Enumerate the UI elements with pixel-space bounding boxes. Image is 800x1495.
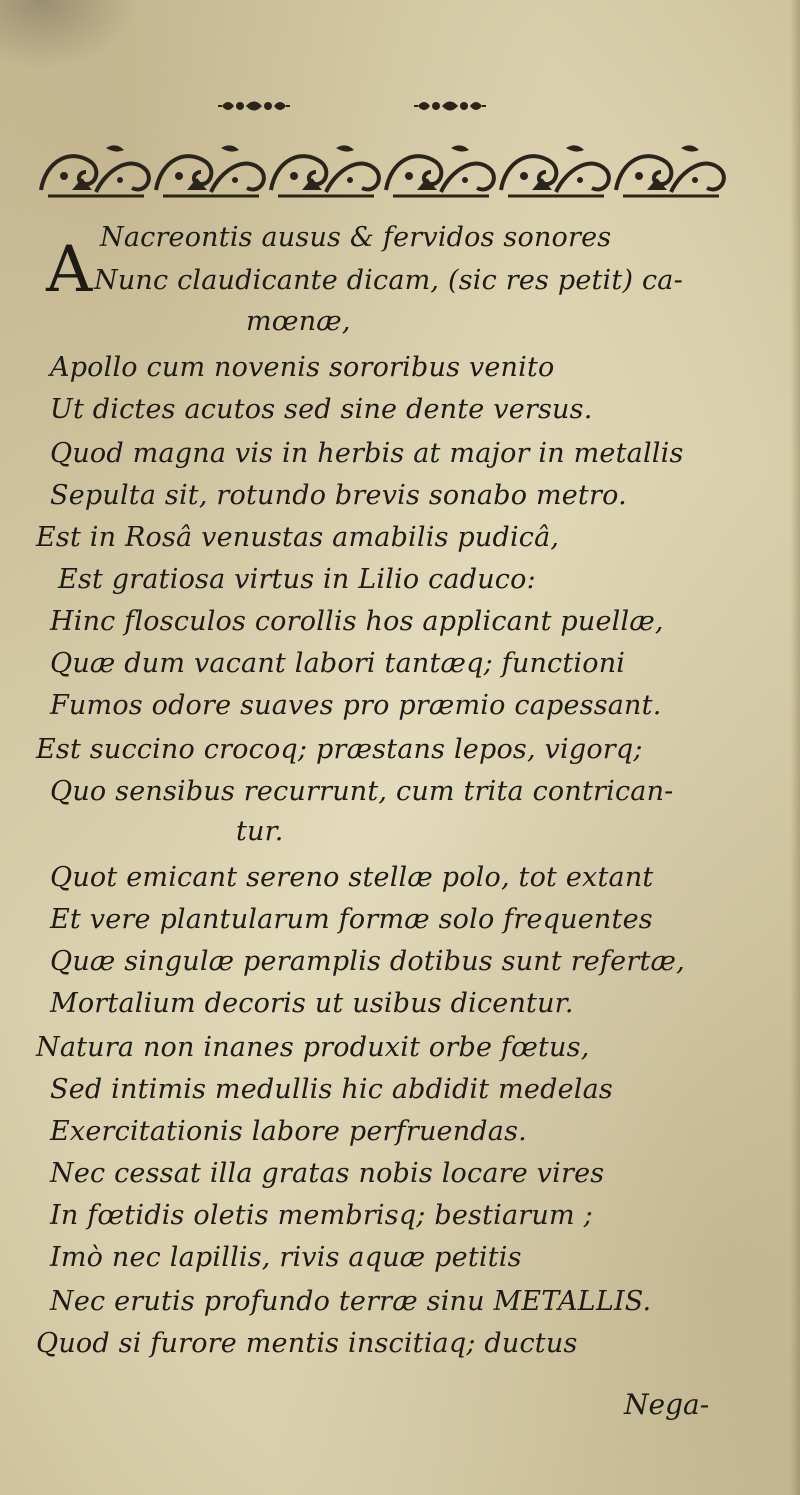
text-line: Sepulta sit, rotundo brevis sonabo metro. [50,480,627,511]
text-line: Apollo cum novenis sororibus venito [50,352,555,383]
text-line: Quæ singulæ peramplis dotibus sunt refertæ, [50,946,685,977]
text-line: Est gratiosa virtus in Lilio caduco: [58,564,536,595]
text-line: Nec cessat illa gratas nobis locare vires [50,1158,605,1189]
text-line: Est succino crocoq; præstans lepos, vigorq; [36,734,643,765]
text-line: Hinc flosculos corollis hos applicant puellæ, [50,606,664,637]
text-line: Ut dictes acutos sed sine dente versus. [50,394,593,425]
text-line: Quod magna vis in herbis at major in metallis [50,438,684,469]
text-line: Nec erutis profundo terræ sinu METALLIS. [50,1286,652,1317]
text-line: Nunc claudicante dicam, (sic res petit) ca- [94,265,683,296]
text-line: Quæ dum vacant labori tantæq; functioni [50,648,626,679]
text-line: Quot emicant sereno stellæ polo, tot extant [50,862,654,893]
text-line: Mortalium decoris ut usibus dicentur. [50,988,574,1019]
text-line: In fœtidis oletis membrisq; bestiarum ; [50,1200,593,1231]
text-line: Nacreontis ausus & fervidos sonores [100,222,612,253]
text-line: Quo sensibus recurrunt, cum trita contrican- [50,776,674,807]
drop-cap: A [46,233,93,307]
text-line: Sed intimis medullis hic abdidit medelas [50,1074,613,1105]
text-line: Quod si furore mentis inscitiaq; ductus [36,1328,578,1359]
text-line: Imò nec lapillis, rivis aquæ petitis [50,1242,522,1273]
text-line: mœnæ, [246,306,351,337]
text-line: Est in Rosâ venustas amabilis pudicâ, [36,522,560,553]
text-line: Fumos odore suaves pro præmio capessant. [50,690,662,721]
text-line: Et vere plantularum formæ solo frequentes [50,904,653,935]
catchword: Nega- [624,1388,710,1421]
text-line: Natura non inanes produxit orbe fœtus, [36,1032,590,1063]
text-line: Exercitationis labore perfruendas. [50,1116,527,1147]
text-line: tur. [236,816,284,847]
